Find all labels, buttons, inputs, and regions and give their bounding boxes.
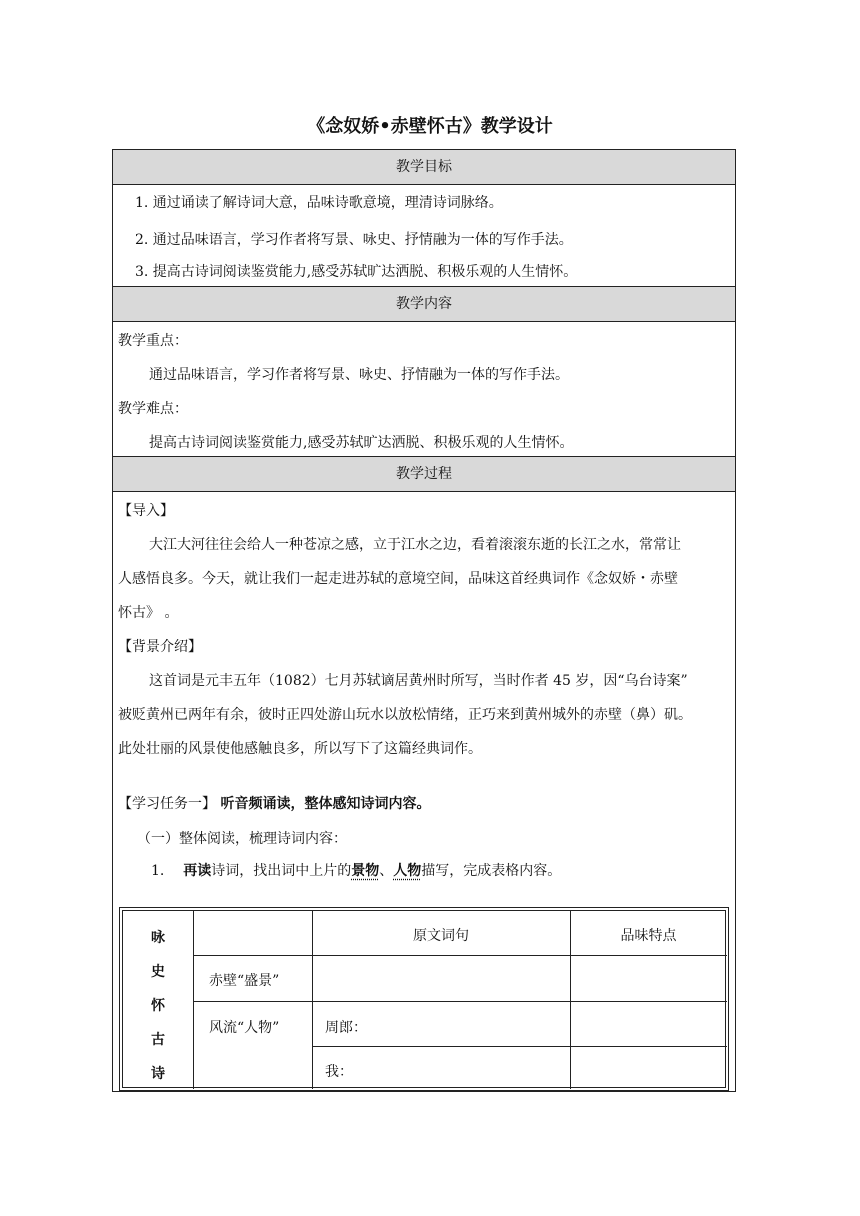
intro-line-3: 怀古》 。 [118, 605, 179, 621]
intro-line-2: 人感悟良多。今天，就让我们一起走进苏轼的意境空间，品味这首经典词作《念奴娇・赤壁 [118, 571, 678, 587]
task1-line [118, 793, 430, 813]
grid-vline-1 [193, 911, 194, 1089]
side-char-5: 诗 [151, 1066, 165, 1082]
objective-item-1: 1. 通过诵读了解诗词大意，品味诗歌意境，理清诗词脉络。 [135, 195, 503, 211]
objective-item-3: 3. 提高古诗词阅读鉴赏能力,感受苏轼旷达洒脱、积极乐观的人生情怀。 [135, 264, 578, 280]
step-1-text-a: 诗词，找出词中上片的 [211, 863, 352, 879]
grid-hline-3 [312, 1046, 727, 1047]
step-1-reread: 再读 [183, 863, 212, 879]
task1-label: 【学习任务一】 [118, 796, 216, 812]
step-1-sep: 、 [379, 863, 394, 879]
subsection-1: （一）整体阅读，梳理诗词内容： [137, 831, 347, 847]
key-point-label: 教学重点： [118, 333, 188, 349]
row-cell-me: 我： [325, 1064, 353, 1080]
step-1 [151, 860, 561, 880]
objective-item-2: 2. 通过品味语言，学习作者将写景、咏史、抒情融为一体的写作手法。 [135, 232, 573, 248]
background-line-3: 此处壮丽的风景使他感触良多，所以写下了这篇经典词作。 [118, 741, 482, 757]
side-char-2: 史 [151, 964, 165, 980]
column-header-feature: 品味特点 [620, 928, 677, 944]
background-line-1: 这首词是元丰五年（1082）七月苏轼谪居黄州时所写，当时作者 45 岁，因“乌台诗案” [149, 673, 688, 689]
grid-hline-2 [193, 1001, 727, 1002]
key-point-text: 通过品味语言，学习作者将写景、咏史、抒情融为一体的写作手法。 [149, 367, 569, 383]
column-header-original: 原文词句 [413, 928, 469, 944]
step-1-number: 1. [151, 863, 165, 879]
side-char-3: 怀 [151, 998, 165, 1014]
intro-label: 【导入】 [118, 503, 174, 519]
row-cell-zhoulang: 周郎： [325, 1020, 367, 1036]
background-line-2: 被贬黄州已两年有余，彼时正四处游山玩水以放松情绪，正巧来到黄州城外的赤壁（鼻）矶。 [118, 707, 692, 723]
worksheet-grid [122, 910, 726, 1088]
step-1-figures: 人物 [393, 863, 422, 879]
objectives-header: 教学目标 [113, 149, 735, 185]
difficulty-text: 提高古诗词阅读鉴赏能力,感受苏轼旷达洒脱、积极乐观的人生情怀。 [149, 435, 574, 451]
row-label-figures: 风流“人物” [209, 1020, 280, 1036]
worksheet-table [119, 907, 729, 1091]
grid-hline-1 [193, 955, 727, 956]
background-label: 【背景介绍】 [118, 639, 202, 655]
intro-line-1: 大江大河往往会给人一种苍凉之感，立于江水之边，看着滚滚东逝的长江之水，常常让 [149, 537, 681, 553]
step-1-scenery: 景物 [351, 863, 380, 879]
difficulty-label: 教学难点： [118, 401, 188, 417]
side-char-4: 古 [151, 1032, 165, 1048]
row-label-scenery: 赤壁“盛景” [209, 973, 280, 989]
task1-text: 听音频诵读，整体感知诗词内容。 [220, 796, 431, 812]
content-header: 教学内容 [113, 286, 735, 322]
side-char-1: 咏 [151, 930, 165, 946]
process-header: 教学过程 [113, 456, 735, 492]
document-title: 《念奴娇•赤壁怀古》教学设计 [307, 116, 553, 137]
step-1-text-b: 描写，完成表格内容。 [421, 863, 562, 879]
